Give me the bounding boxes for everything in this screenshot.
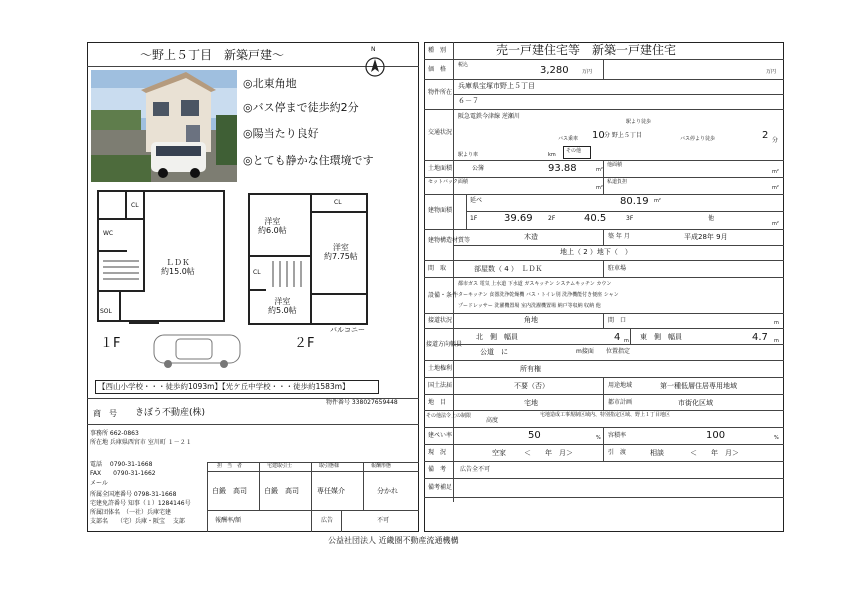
road2-w: 4.7 [752,332,768,343]
public-road: 公道 に [480,348,508,356]
setback-label: セットバック面積 [428,179,468,185]
fax: FAX 0790-31-1662 [90,470,156,477]
land-type: 公簿 [472,165,485,172]
bus-min: 10 [592,130,605,141]
other-floor: 他 [708,215,715,222]
other-sqm: m² [772,169,779,175]
land-right: 所有権 [520,365,541,373]
compass-label: N [371,46,376,53]
price-label: 価 格 [428,66,447,73]
price-sub: 税込 [458,62,469,68]
f2-label: ２F [294,336,315,351]
price-value: 3,280 [540,65,569,76]
office-line-1: 事務所 662-0863 [90,430,139,437]
price-unit-2: 万円 [766,69,777,75]
bus-walk-label: バス停より徒歩 [680,136,716,142]
company-name: きぼう不動産(株) [135,408,206,418]
f1-ldk: ＬＤＫ 約15.0帖 [161,258,195,277]
road1: 北 側 幅員 [476,333,518,341]
private-road-label: 私道負担 [607,179,628,185]
f2-room-c: 洋室 約5.0帖 [268,297,297,316]
location-label: 物件所在 [428,89,453,96]
schools-text: 【西山小学校・・・徒歩約1093m】【光ケ丘中学校・・・徒歩約1583m】 [98,382,350,391]
f2-room-b: 洋室 約7.75帖 [324,243,358,262]
property-number: 物件番号 338027659448 [326,399,398,406]
company-label: 商 号 [93,409,117,418]
assoc-line-3: 所属団体名 （一社）兵庫宅建 [90,509,172,516]
road2-m: m [774,338,779,344]
house-photo [91,70,237,182]
plan-label: 都市計画 [608,399,633,406]
type-label: 種 別 [428,47,447,54]
transport-label: 交通状況 [428,129,453,136]
frontage-label: 間 口 [608,317,627,324]
assoc-line-4: 支部名 （宅）兵庫・阪宝 支部 [90,518,185,525]
line: 阪急電鉄今津線 逆瀬川 [458,113,520,120]
station-from: 駅より車 [458,152,479,158]
f1-wc: WC [103,230,114,237]
law-note: 宅地造成工事規制区域内、特別指定区域、野上１丁目地区 [540,412,671,418]
staff-v-2: 白鍛 高司 [264,487,299,495]
staff-foot-c: 不可 [377,517,390,524]
struct-label: 建物構造材質等 [428,237,471,244]
contact-len: m接面 [576,348,594,355]
status: 空家 [492,449,506,457]
delivery-date: ＜ 年 月＞ [690,449,739,457]
bldg-label: 建物面積 [428,207,453,214]
bcr-label: 建ぺい率 [428,432,453,439]
other-transport: その他 [566,148,582,154]
bcr-pct: % [596,435,601,441]
f1-label: １F [100,336,121,351]
staff-foot-a: 報酬率/額 [215,517,242,524]
status-label: 現 況 [428,449,447,456]
plan: 市街化区域 [678,399,713,407]
setback-sqm: m² [596,185,603,191]
equip-line-2: ターキッチン 食器洗浄乾燥機 バス・トイレ別 洗浄機能付き便座 シャン [458,292,619,298]
floors: 地上（ 2 ）地下（ ） [560,248,632,256]
supp-label: 備考補足 [428,484,453,491]
bus-stop: 分 野上５丁目 [604,132,642,139]
land-law: 不要（否） [514,382,549,390]
zone-label: 用途地域 [608,382,633,389]
road-label: 接道方向幅員 [426,341,463,348]
law-label: その他法令上の制限 [426,413,472,419]
other-area: 他面積 [607,162,623,168]
equip-label: 設備・条件 [428,292,459,299]
staff-h-2: 宅建取引士 [267,463,293,469]
staff-h-4: 報酬形態 [371,463,392,469]
equip-line-1: 都市ガス 電気 上水道 下水道 ガスキッチン システムキッチン カウン [458,281,612,287]
delivery-label: 引 渡 [608,449,627,456]
struct: 木造 [524,233,538,241]
private-road-sqm: m² [772,185,779,191]
land-area: 93.88 [548,163,577,174]
staff-v-4: 分かれ [377,487,398,495]
access-label: 接道状況 [428,317,453,324]
total-floor: 80.19 [620,196,649,207]
f2-cl-2: CL [253,269,261,276]
land-sqm: m² [596,167,603,173]
land-law-label: 国土法届 [428,382,453,389]
road2: 東 側 幅員 [640,333,682,341]
bus-walk: 2 [762,130,769,141]
assoc-line-2: 宅建免許番号 知事（１）1284146号 [90,500,191,507]
f2-cl: CL [334,199,342,206]
f2-room-a: 洋室 約6.0帖 [258,217,287,236]
far: 100 [706,430,726,441]
f2-area: 40.5 [584,213,607,224]
footer-org: 公益社団法人 近畿圏不動産流通機構 [328,536,459,545]
zone: 第一種低層住居専用地域 [660,382,737,390]
f3-tag: 3F [626,215,634,222]
f1-cl: CL [131,202,139,209]
car-icon [152,330,242,374]
f2-balcony: バルコニー [330,326,365,334]
address-1: 兵庫県宝塚市野上５丁目 [458,82,535,90]
feature-3: ◎陽当たり良好 [243,127,319,140]
station-suffix: 駅より徒歩 [626,119,652,125]
road1-w: 4 [614,332,621,343]
price-unit: 万円 [582,69,593,75]
layout-label: 間 取 [428,265,447,272]
staff-v-3: 専任媒介 [317,487,345,495]
frontage-unit: m [774,320,779,326]
far-pct: % [774,435,779,441]
feature-2: ◎バス停まで徒歩約2分 [243,101,359,114]
staff-v-1: 白鍛 高司 [212,487,247,495]
office-line-2: 所在地 兵庫県西宮市 室川町 １－２１ [90,439,192,446]
staff-table [207,462,419,532]
road1-m: m [624,338,629,344]
other-floor-sqm: m² [772,221,779,227]
f1-tag: 1F [470,215,478,222]
tel: 電話 0790-31-1668 [90,461,153,468]
bus-walk-min: 分 [772,137,779,144]
nobe: 延べ [470,197,483,204]
built-label: 築 年 月 [608,233,630,240]
address-2: ６－７ [458,97,479,105]
staff-h-1: 担 当 者 [217,463,243,469]
assoc-line-1: 所属全国連番号 0798-31-1668 [90,491,177,498]
f1-sol: SOL [100,308,112,315]
floor-plan-1f [97,190,225,338]
floor-plan-2f [248,193,368,341]
remarks: 広告全不可 [460,466,491,473]
mail: メール [90,480,108,487]
feature-4: ◎とても静かな住環境です [243,154,374,167]
far-label: 容積率 [608,432,627,439]
feature-1: ◎北東角地 [243,77,297,90]
flyer-title: ～野上５丁目 新築戸建～ [140,48,285,62]
access: 角地 [524,316,538,324]
equip-line-3: プードレッサー 洗濯機置場 室内洗濯機置場 納戸等収納 収納 他 [458,303,601,309]
type-value: 売一戸建住宅等 新築一戸建住宅 [496,43,677,57]
bus-label: バス乗車 [558,136,579,142]
land-label: 土地面積 [428,165,453,172]
bcr: 50 [528,430,541,441]
parking-label: 駐車場 [608,265,627,272]
staff-h-3: 取引態様 [319,463,340,469]
law-sub: 高度 [486,417,499,424]
f1-area: 39.69 [504,213,533,224]
km-unit: km [548,152,556,158]
built: 平成28年 9月 [684,233,728,241]
layout: 部屋数（ 4 ） ＬＤＫ [474,265,543,273]
f2-tag: 2F [548,215,556,222]
status-date: ＜ 年 月＞ [524,449,573,457]
land-cat-label: 地 目 [428,399,447,406]
land-right-label: 土地権利 [428,365,453,372]
staff-foot-b: 広告 [321,517,334,524]
total-sqm: m² [654,198,661,204]
delivery: 相談 [650,449,664,457]
land-cat: 宅地 [524,399,538,407]
loc-spec: 位置指定 [606,348,631,355]
remarks-label: 備 考 [428,466,447,473]
compass-icon [363,48,387,82]
